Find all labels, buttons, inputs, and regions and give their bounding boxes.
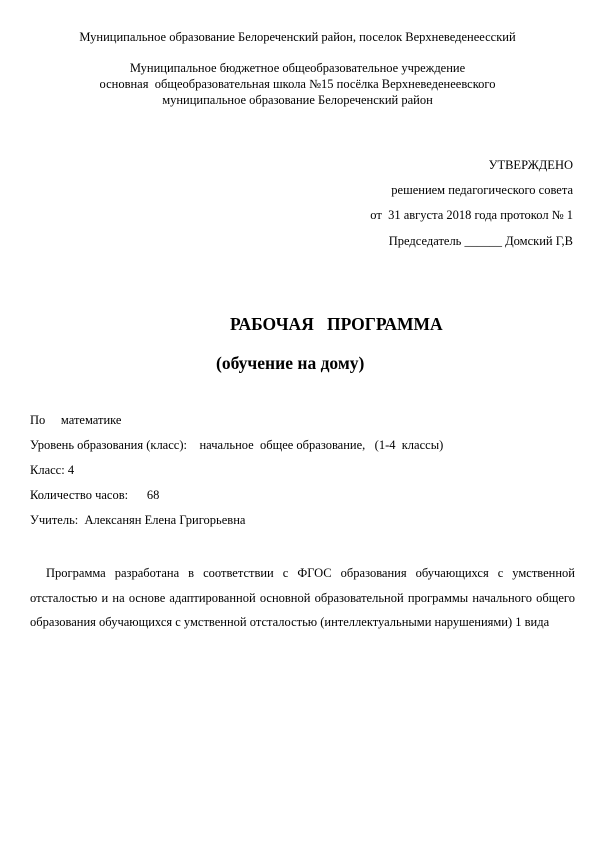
hours-line: Количество часов: 68 bbox=[30, 488, 160, 502]
approval-title: УТВЕРЖДЕНО bbox=[488, 158, 573, 172]
document-subtitle: (обучение на дому) bbox=[216, 353, 365, 373]
institution-line-3: муниципальное образование Белореченский район bbox=[162, 93, 433, 107]
program-description: Программа разработана в соответствии с ФГОС образования обучающихся с умственной отсталостью и на основе адаптированной основной образовательной программы начального общего образования обучающихся с умственной отсталостью (интеллектуальными нарушениями) 1 вида bbox=[30, 566, 575, 629]
institution-line-1: Муниципальное бюджетное общеобразовательное учреждение bbox=[129, 61, 466, 75]
subject-line: По математике bbox=[30, 413, 122, 427]
institution-line-2: основная общеобразовательная школа №15 посёлка Верхневеденеевского bbox=[99, 77, 496, 91]
grade-line: Класс: 4 bbox=[30, 463, 75, 477]
approval-chairman: Председатель ______ Домский Г,В bbox=[388, 234, 573, 248]
teacher-line: Учитель: Алексанян Елена Григорьевна bbox=[30, 513, 246, 527]
approval-protocol: от 31 августа 2018 года протокол № 1 bbox=[370, 208, 573, 222]
municipality-header: Муниципальное образование Белореченский район, поселок Верхневеденеесский bbox=[79, 30, 516, 44]
approval-council: решением педагогического совета bbox=[391, 183, 573, 197]
document-title: РАБОЧАЯ ПРОГРАММА bbox=[230, 314, 443, 334]
education-level-line: Уровень образования (класс): начальное общее образование, (1-4 классы) bbox=[30, 438, 444, 452]
